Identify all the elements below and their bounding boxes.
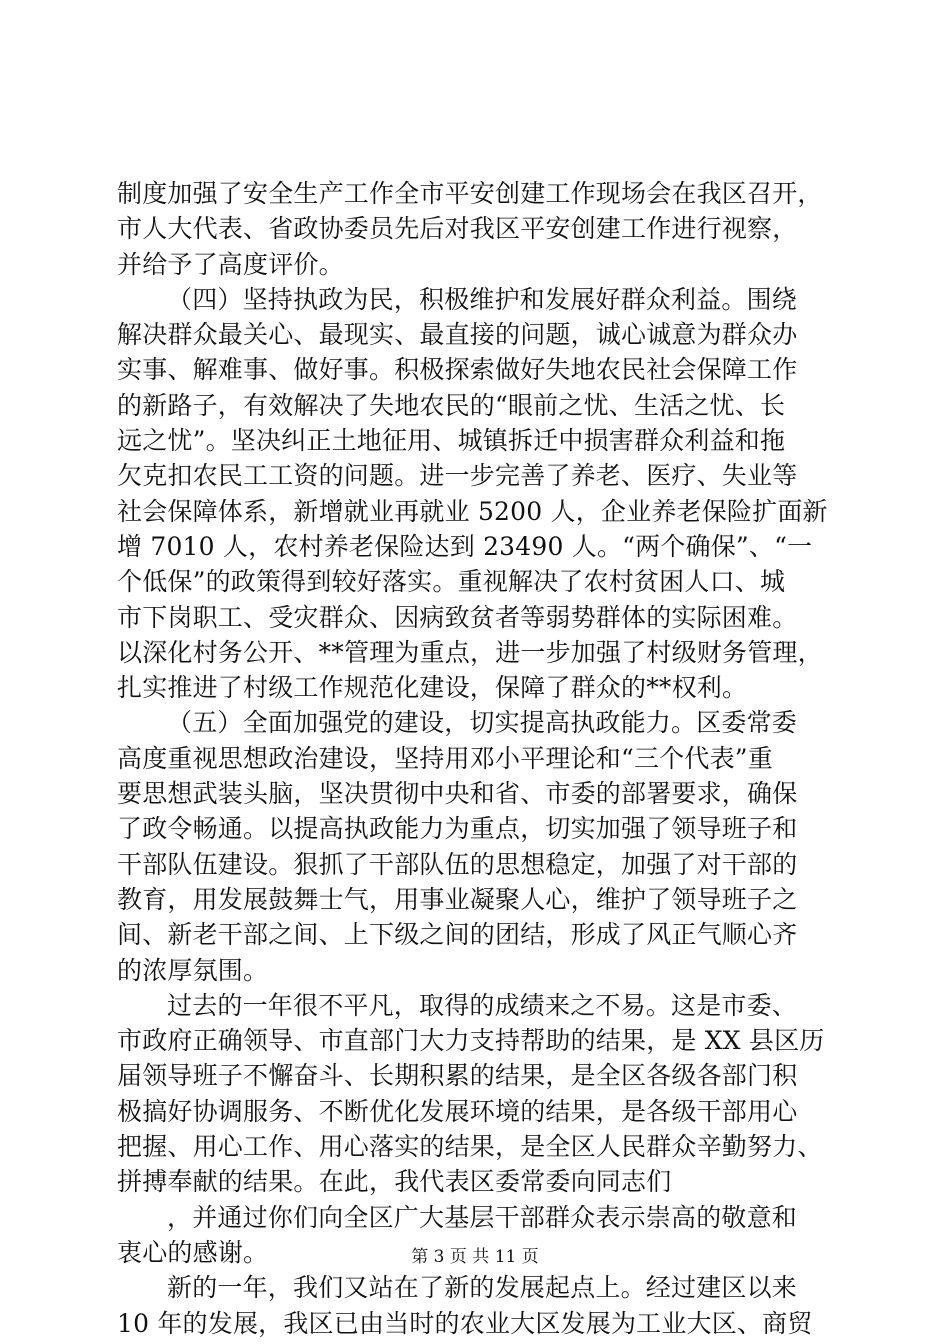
text-line: 实事、解难事、做好事。积极探索做好失地农民社会保障工作 — [117, 355, 798, 385]
text-line: 的浓厚氛围。 — [117, 955, 269, 985]
text-line: 新的一年，我们又站在了新的发展起点上。经过建区以来 — [167, 1273, 798, 1303]
text-line: 拼搏奉献的结果。在此，我代表区委常委向同志们 — [117, 1167, 672, 1197]
text-line: 市下岗职工、受灾群众、因病致贫者等弱势群体的实际困难。 — [117, 602, 798, 632]
text-line: 市政府正确领导、市直部门大力支持帮助的结果，是 XX 县区历 — [117, 1026, 825, 1056]
text-line: （五）全面加强党的建设，切实提高执政能力。区委常委 — [167, 708, 798, 738]
text-line: 要思想武装头脑，坚决贯彻中央和省、市委的部署要求，确保 — [117, 779, 798, 809]
text-line: 解决群众最关心、最现实、最直接的问题，诚心诚意为群众办 — [117, 320, 798, 350]
text-line: 过去的一年很不平凡，取得的成绩来之不易。这是市委、 — [167, 990, 798, 1020]
text-line: 以深化村务公开、**管理为重点，进一步加强了村级财务管理， — [117, 637, 823, 667]
text-line: 干部队伍建设。狠抓了干部队伍的思想稳定，加强了对干部的 — [117, 849, 798, 879]
text-line: 届领导班子不懈奋斗、长期积累的结果，是全区各级各部门积 — [117, 1061, 798, 1091]
page-footer: 第 3 页 共 11 页 — [411, 1247, 539, 1267]
text-line: ，并通过你们向全区广大基层干部群众表示崇高的敬意和 — [167, 1202, 798, 1232]
text-line: 制度加强了安全生产工作全市平安创建工作现场会在我区召开， — [117, 179, 823, 208]
text-line: 高度重视思想政治建设，坚持用邓小平理论和“三个代表”重 — [117, 743, 773, 773]
text-line: 并给予了高度评价。 — [117, 249, 344, 279]
text-line: 社会保障体系，新增就业再就业 5200 人，企业养老保险扩面新 — [117, 496, 828, 526]
text-line: 扎实推进了村级工作规范化建设，保障了群众的**权利。 — [117, 673, 748, 703]
text-line: 欠克扣农民工工资的问题。进一步完善了养老、医疗、失业等 — [117, 461, 798, 491]
text-line: 远之忧”。坚决纠正土地征用、城镇拆迁中损害群众利益和拖 — [117, 426, 786, 456]
text-line: 教育，用发展鼓舞士气，用事业凝聚人心，维护了领导班子之 — [117, 884, 798, 914]
text-line: 间、新老干部之间、上下级之间的团结，形成了风正气顺心齐 — [117, 920, 798, 950]
text-line: 极搞好协调服务、不断优化发展环境的结果，是各级干部用心 — [117, 1096, 798, 1126]
text-line: 10 年的发展，我区已由当时的农业大区发展为工业大区、商贸 — [117, 1308, 813, 1338]
text-line: 的新路子，有效解决了失地农民的“眼前之忧、生活之忧、长 — [117, 390, 786, 420]
text-line: 衷心的感谢。 — [117, 1237, 269, 1267]
text-line: 市人大代表、省政协委员先后对我区平安创建工作进行视察， — [117, 214, 798, 244]
text-line: 了政令畅通。以提高执政能力为重点，切实加强了领导班子和 — [117, 814, 798, 844]
text-line: 增 7010 人，农村养老保险达到 23490 人。“两个确保”、“一 — [117, 531, 813, 561]
text-line: （四）坚持执政为民，积极维护和发展好群众利益。围绕 — [167, 284, 798, 314]
text-line: 个低保”的政策得到较好落实。重视解决了农村贫困人口、城 — [117, 567, 786, 597]
body-text — [117, 176, 837, 1341]
text-line: 把握、用心工作、用心落实的结果，是全区人民群众辛勤努力、 — [117, 1132, 823, 1162]
